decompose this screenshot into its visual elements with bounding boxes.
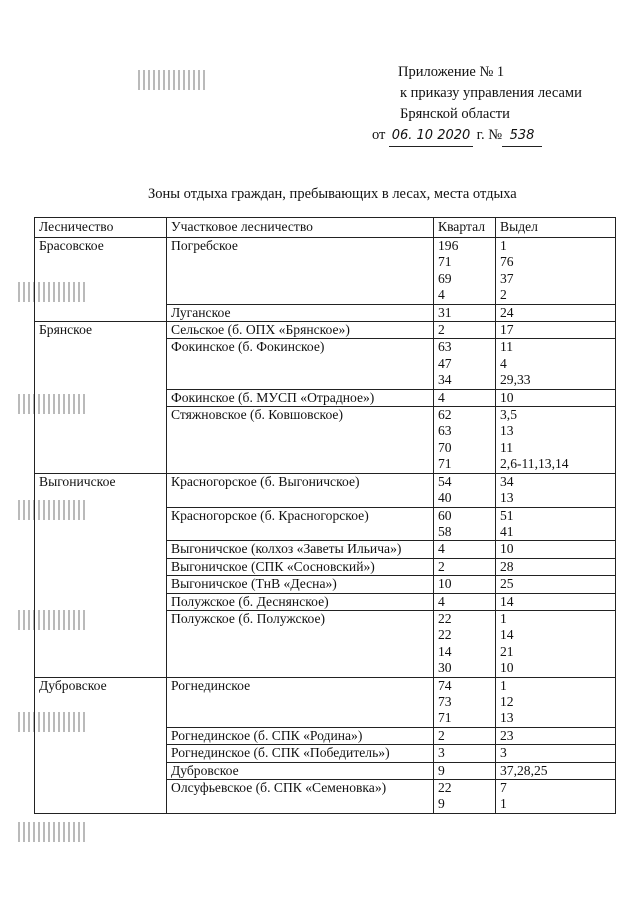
parcel-value: 28 [500,558,514,574]
cell-quarters [434,507,496,541]
parcel-value: 14 [500,627,514,643]
quarter-value: 63 [438,423,452,439]
cell-quarters [434,576,496,593]
cell-subforestry: Стяжновское (б. Ковшовское) [167,407,434,474]
parcel-value: 3 [500,745,507,761]
quarter-value: 22 [438,627,452,643]
cell-subforestry: Погребское [167,238,434,305]
cell-parcels [496,304,616,321]
cell-quarters [434,558,496,575]
parcel-value: 37,28,25 [500,762,548,778]
parcel-value: 2,6-11,13,14 [500,456,569,472]
parcel-value: 25 [500,576,514,592]
quarter-value: 71 [438,710,452,726]
cell-subforestry: Рогнединское [167,677,434,727]
cell-parcels [496,541,616,558]
quarter-value: 3 [438,745,445,761]
cell-parcels [496,780,616,814]
header-subforestry: Участковое лесничество [167,218,434,238]
parcel-value: 3,5 [500,407,517,423]
cell-subforestry: Выгоничское (ТнВ «Десна») [167,576,434,593]
cell-quarters [434,677,496,727]
parcel-value: 1 [500,238,507,253]
parcel-value: 2 [500,287,507,303]
cell-quarters [434,541,496,558]
quarter-value: 196 [438,238,459,253]
cell-subforestry: Дубровское [167,762,434,779]
cell-subforestry: Рогнединское (б. СПК «Победитель») [167,745,434,762]
quarter-value: 62 [438,407,452,423]
quarter-value: 47 [438,355,452,371]
cell-subforestry: Выгоничское (СПК «Сосновский») [167,558,434,575]
quarter-value: 60 [438,507,452,523]
cell-parcels [496,507,616,541]
header-parcel: Выдел [496,218,616,238]
cell-subforestry: Фокинское (б. Фокинское) [167,339,434,389]
cell-parcels [496,610,616,677]
cell-parcels [496,473,616,507]
quarter-value: 71 [438,254,452,270]
faint-stamp-mark [138,70,206,90]
parcel-value: 21 [500,643,514,659]
cell-parcels [496,745,616,762]
cell-quarters [434,339,496,389]
quarter-value: 4 [438,593,445,609]
cell-subforestry: Красногорское (б. Красногорское) [167,507,434,541]
cell-quarters [434,322,496,339]
cell-quarters [434,727,496,744]
quarter-value: 30 [438,660,452,676]
quarter-value: 14 [438,643,452,659]
cell-parcels [496,593,616,610]
cell-parcels [496,677,616,727]
parcel-value: 76 [500,254,514,270]
cell-subforestry: Полужское (б. Полужское) [167,610,434,677]
cell-quarters [434,610,496,677]
cell-parcels [496,389,616,406]
table-row [35,322,616,339]
appendix-order-line [372,125,582,147]
table-row [35,677,616,727]
quarter-value: 4 [438,541,445,557]
cell-quarters [434,407,496,474]
cell-subforestry: Сельское (б. ОПХ «Брянское») [167,322,434,339]
parcel-value: 14 [500,593,514,609]
document-title: Зоны отдыха граждан, пребывающих в лесах, места отдыха [148,186,517,202]
parcel-value: 51 [500,507,514,523]
order-number-handwritten: 538 [502,125,542,147]
parcel-value: 41 [500,523,514,539]
faint-stamp-mark [18,822,86,842]
cell-subforestry: Выгоничское (колхоз «Заветы Ильича») [167,541,434,558]
parcel-value: 1 [500,796,507,812]
cell-quarters [434,389,496,406]
cell-subforestry: Олсуфьевское (б. СПК «Семеновка») [167,780,434,814]
cell-forestry: Брянское [35,322,167,474]
quarter-value: 10 [438,576,452,592]
parcel-value: 17 [500,322,514,338]
quarter-value: 2 [438,558,445,574]
cell-parcels [496,238,616,305]
appendix-header [372,62,582,147]
parcel-value: 29,33 [500,372,531,388]
cell-subforestry: Полужское (б. Деснянское) [167,593,434,610]
parcel-value: 34 [500,473,514,489]
parcel-value: 4 [500,355,507,371]
parcel-value: 11 [500,439,514,455]
parcel-value: 1 [500,677,507,693]
quarter-value: 40 [438,490,452,506]
parcel-value: 13 [500,423,514,439]
parcel-value: 10 [500,541,514,557]
appendix-number-label: г. № [476,127,503,143]
appendix-line-2: к приказу управления лесами [400,85,582,101]
quarter-value: 2 [438,727,445,743]
quarter-value: 4 [438,287,445,303]
cell-forestry: Брасовское [35,238,167,322]
cell-parcels [496,407,616,474]
cell-parcels [496,576,616,593]
quarter-value: 9 [438,796,445,812]
quarter-value: 73 [438,693,452,709]
cell-quarters [434,238,496,305]
parcel-value: 23 [500,727,514,743]
parcel-value: 11 [500,339,514,355]
appendix-line-1: Приложение № 1 [398,64,505,80]
appendix-from-label: от [372,127,386,143]
quarter-value: 34 [438,372,452,388]
quarter-value: 2 [438,322,445,338]
cell-parcels [496,727,616,744]
cell-quarters [434,304,496,321]
recreation-zones-table [34,217,616,814]
order-date-handwritten: 06. 10 2020 [389,125,473,147]
cell-subforestry: Рогнединское (б. СПК «Родина») [167,727,434,744]
parcel-value: 24 [500,304,514,320]
quarter-value: 74 [438,677,452,693]
header-forestry: Лесничество [35,218,167,238]
cell-quarters [434,762,496,779]
quarter-value: 22 [438,610,452,626]
table-row [35,238,616,305]
table-header-row [35,218,616,238]
parcel-value: 12 [500,693,514,709]
header-quarter: Квартал [434,218,496,238]
quarter-value: 9 [438,762,445,778]
quarter-value: 4 [438,389,445,405]
cell-forestry: Выгоничское [35,473,167,677]
quarter-value: 22 [438,780,452,795]
cell-parcels [496,762,616,779]
cell-parcels [496,339,616,389]
quarter-value: 31 [438,304,452,320]
cell-forestry: Дубровское [35,677,167,813]
cell-subforestry: Фокинское (б. МУСП «Отрадное») [167,389,434,406]
appendix-line-3: Брянской области [400,106,510,122]
cell-parcels [496,558,616,575]
parcel-value: 10 [500,660,514,676]
parcel-value: 37 [500,270,514,286]
quarter-value: 71 [438,456,452,472]
parcel-value: 13 [500,710,514,726]
parcel-value: 1 [500,610,507,626]
parcel-value: 7 [500,780,507,795]
quarter-value: 54 [438,473,452,489]
cell-quarters [434,593,496,610]
table-row [35,473,616,507]
quarter-value: 63 [438,339,452,355]
cell-quarters [434,745,496,762]
parcel-value: 10 [500,389,514,405]
quarter-value: 70 [438,439,452,455]
cell-subforestry: Луганское [167,304,434,321]
quarter-value: 69 [438,270,452,286]
cell-subforestry: Красногорское (б. Выгоничское) [167,473,434,507]
parcel-value: 13 [500,490,514,506]
cell-quarters [434,473,496,507]
cell-quarters [434,780,496,814]
cell-parcels [496,322,616,339]
quarter-value: 58 [438,523,452,539]
table-body [35,238,616,814]
